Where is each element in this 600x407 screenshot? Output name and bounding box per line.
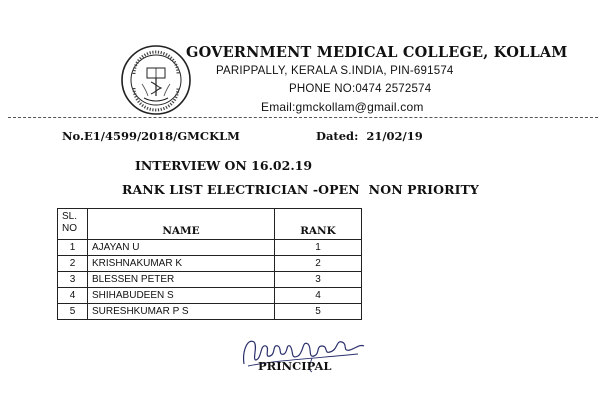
header-rank: RANK	[275, 209, 362, 240]
row-name: KRISHNAKUMAR K	[88, 256, 275, 272]
table-row	[58, 272, 362, 288]
header-name: NAME	[88, 209, 275, 240]
header-sl-no	[58, 209, 88, 240]
table-row	[58, 240, 362, 256]
row-sl: 1	[58, 240, 88, 256]
header-sl-line2: NO	[62, 223, 77, 234]
interview-title: INTERVIEW ON 16.02.19	[135, 158, 313, 173]
row-name: SHIHABUDEEN S	[88, 288, 275, 304]
letterhead	[186, 44, 568, 116]
dated-label: Dated:	[316, 129, 359, 143]
row-name: AJAYAN U	[88, 240, 275, 256]
rank-table	[57, 208, 362, 320]
dated-line	[316, 129, 423, 143]
row-name: SURESHKUMAR P S	[88, 304, 275, 320]
row-rank: 5	[275, 304, 362, 320]
row-rank: 3	[275, 272, 362, 288]
college-name: GOVERNMENT MEDICAL COLLEGE, KOLLAM	[186, 44, 568, 61]
table-row	[58, 288, 362, 304]
college-phone: PHONE NO:0474 2572574	[289, 83, 432, 95]
table-row	[58, 256, 362, 272]
college-emblem-icon	[120, 44, 192, 116]
reference-number: No.E1/4599/2018/GMCKLM	[62, 129, 240, 143]
row-name: BLESSEN PETER	[88, 272, 275, 288]
header-sl-line1: SL.	[62, 211, 78, 222]
row-rank: 4	[275, 288, 362, 304]
row-sl: 5	[58, 304, 88, 320]
table-header-row	[58, 209, 362, 240]
row-rank: 2	[275, 256, 362, 272]
table-row	[58, 304, 362, 320]
dated-value: 21/02/19	[366, 129, 423, 143]
college-address: PARIPPALLY, KERALA S.INDIA, PIN-691574	[216, 65, 454, 77]
college-email: Email:gmckollam@gmail.com	[261, 100, 424, 114]
row-sl: 2	[58, 256, 88, 272]
letterhead-divider	[8, 117, 598, 118]
rank-list-title: RANK LIST ELECTRICIAN -OPEN NON PRIORITY	[122, 182, 479, 197]
signatory-title: PRINCIPAL	[258, 359, 332, 373]
row-sl: 3	[58, 272, 88, 288]
row-sl: 4	[58, 288, 88, 304]
row-rank: 1	[275, 240, 362, 256]
